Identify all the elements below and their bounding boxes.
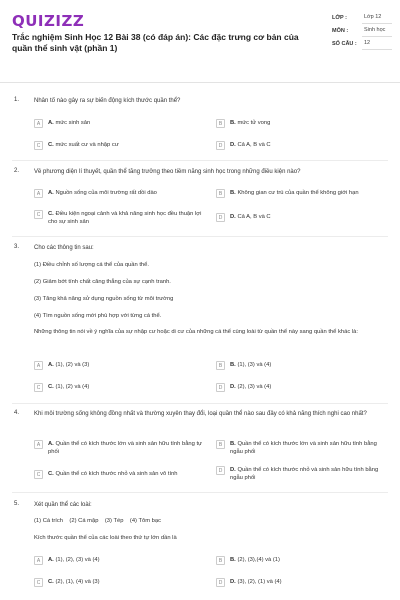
option-letter-badge: C xyxy=(34,470,43,479)
question-divider xyxy=(12,492,388,493)
q3-option-a[interactable]: A A. (1), (2) và (3) xyxy=(34,361,204,370)
meta-class-label: LỚP : xyxy=(332,15,347,21)
option-letter-badge: D xyxy=(216,578,225,587)
q2-option-b[interactable]: B B. Không gian cư trú của quần thể không giới hạn xyxy=(216,189,388,198)
q4-option-a[interactable]: A A. Quần thể có kích thước lớn và sinh sản hữu tính bằng tự phối xyxy=(34,440,206,456)
q3-info-2: (2) Giảm bớt tính chất căng thẳng của sự cạnh tranh. xyxy=(34,279,171,285)
worksheet-title: Trắc nghiệm Sinh Học 12 Bài 38 (có đáp án): Các đặc trưng cơ bản của quần thể sinh vật (phần 1) xyxy=(12,32,299,53)
option-letter-badge: A xyxy=(34,119,43,128)
q4-option-b[interactable]: B B. Quần thể có kích thước lớn và sinh sản hữu tính bằng ngẫu phối xyxy=(216,440,388,456)
q5-prompt: Kích thước quần thể của các loài theo thứ tự lớn dần là xyxy=(34,535,177,541)
question-text: Nhân tố nào gây ra sự biến động kích thước quần thể? xyxy=(34,98,181,104)
question-text: Xét quần thể các loài: xyxy=(34,502,92,508)
meta-subject-value: Sinh học xyxy=(362,27,392,37)
q2-option-d[interactable]: D D. Cả A, B và C xyxy=(216,213,386,222)
meta-class-value: Lớp 12 xyxy=(362,14,392,24)
q3-option-d[interactable]: D D. (2), (3) và (4) xyxy=(216,383,386,392)
q1-option-c[interactable]: C C. mức xuất cư và nhập cư xyxy=(34,141,204,150)
option-letter-badge: D xyxy=(216,383,225,392)
question-number: 2. xyxy=(14,168,20,174)
option-letter-badge: D xyxy=(216,213,225,222)
q5-info-1: (1) Cá trích (2) Cá mập (3) Tép (4) Tôm bạc xyxy=(34,518,162,524)
q3-info-3: (3) Tăng khả năng sử dụng nguồn sống từ môi trường xyxy=(34,296,174,302)
question-divider xyxy=(12,236,388,237)
q3-option-c[interactable]: C C. (1), (2) và (4) xyxy=(34,383,204,392)
question-text: Về phương diện lí thuyết, quần thể tăng trưởng theo tiềm năng sinh học trong những điều kiện nào? xyxy=(34,169,301,175)
meta-class-row xyxy=(332,14,392,24)
option-letter-badge: B xyxy=(216,556,225,565)
option-letter-badge: A xyxy=(34,556,43,565)
meta-count-label: SỐ CÂU : xyxy=(332,41,357,47)
question-number: 4. xyxy=(14,410,20,416)
question-number: 3. xyxy=(14,244,20,250)
option-letter-badge: C xyxy=(34,383,43,392)
q1-option-a[interactable]: A A. mức sinh sản xyxy=(34,119,204,128)
meta-count-row xyxy=(332,40,392,50)
q1-option-d[interactable]: D D. Cả A, B và C xyxy=(216,141,386,150)
question-text: Khi môi trường sống không đồng nhất và thường xuyên thay đổi, loại quần thể nào sau đây có khả năng thích nghi cao nhất? xyxy=(34,411,367,417)
q5-option-b[interactable]: B B. (2), (3),(4) và (1) xyxy=(216,556,386,565)
option-letter-badge: D xyxy=(216,466,225,475)
option-letter-badge: C xyxy=(34,210,43,219)
option-letter-badge: A xyxy=(34,189,43,198)
question-divider xyxy=(12,160,388,161)
q3-info-4: (4) Tìm nguồn sống mới phù hợp với từng cá thể. xyxy=(34,313,162,319)
q3-info-1: (1) Điều chỉnh số lượng cá thể của quần thể. xyxy=(34,262,149,268)
option-letter-badge: B xyxy=(216,440,225,449)
meta-subject-row xyxy=(332,27,392,37)
option-letter-badge: C xyxy=(34,578,43,587)
question-divider xyxy=(12,403,388,404)
q5-option-c[interactable]: C C. (2), (1), (4) và (3) xyxy=(34,578,204,587)
q3-option-b[interactable]: B B. (1), (3) và (4) xyxy=(216,361,386,370)
meta-subject-label: MÔN : xyxy=(332,28,349,34)
option-letter-badge: A xyxy=(34,440,43,449)
worksheet-meta xyxy=(332,14,392,53)
q1-option-b[interactable]: B B. mức tử vong xyxy=(216,119,386,128)
option-letter-badge: B xyxy=(216,189,225,198)
worksheet-header xyxy=(0,0,400,90)
q5-option-d[interactable]: D D. (3), (2), (1) và (4) xyxy=(216,578,386,587)
option-letter-badge: C xyxy=(34,141,43,150)
q5-option-a[interactable]: A A. (1), (2), (3) và (4) xyxy=(34,556,204,565)
q2-option-c[interactable]: C C. Điều kiện ngoại cảnh và khả năng sinh học đều thuận lợi cho sự sinh sản xyxy=(34,210,206,226)
q4-option-c[interactable]: C C. Quần thể có kích thước nhỏ và sinh sản vô tính xyxy=(34,470,206,479)
meta-count-value: 12 xyxy=(362,40,392,50)
option-letter-badge: A xyxy=(34,361,43,370)
option-letter-badge: B xyxy=(216,119,225,128)
question-number: 1. xyxy=(14,97,20,103)
question-text: Cho các thông tin sau: xyxy=(34,245,94,251)
quizizz-logo[interactable]: QUIZIZZ xyxy=(12,12,85,30)
option-letter-badge: B xyxy=(216,361,225,370)
header-divider xyxy=(0,82,400,83)
option-letter-badge: D xyxy=(216,141,225,150)
question-number: 5. xyxy=(14,501,20,507)
q4-option-d[interactable]: D D. Quần thể có kích thước nhỏ và sinh sản hữu tính bằng ngẫu phối xyxy=(216,466,388,482)
q2-option-a[interactable]: A A. Nguồn sống của môi trường rất dồi dào xyxy=(34,189,204,198)
q3-prompt: Những thông tin nói về ý nghĩa của sự nhập cư hoặc di cư của những cá thể cùng loài từ quần thể này sang quần thể khác là: xyxy=(34,329,358,335)
